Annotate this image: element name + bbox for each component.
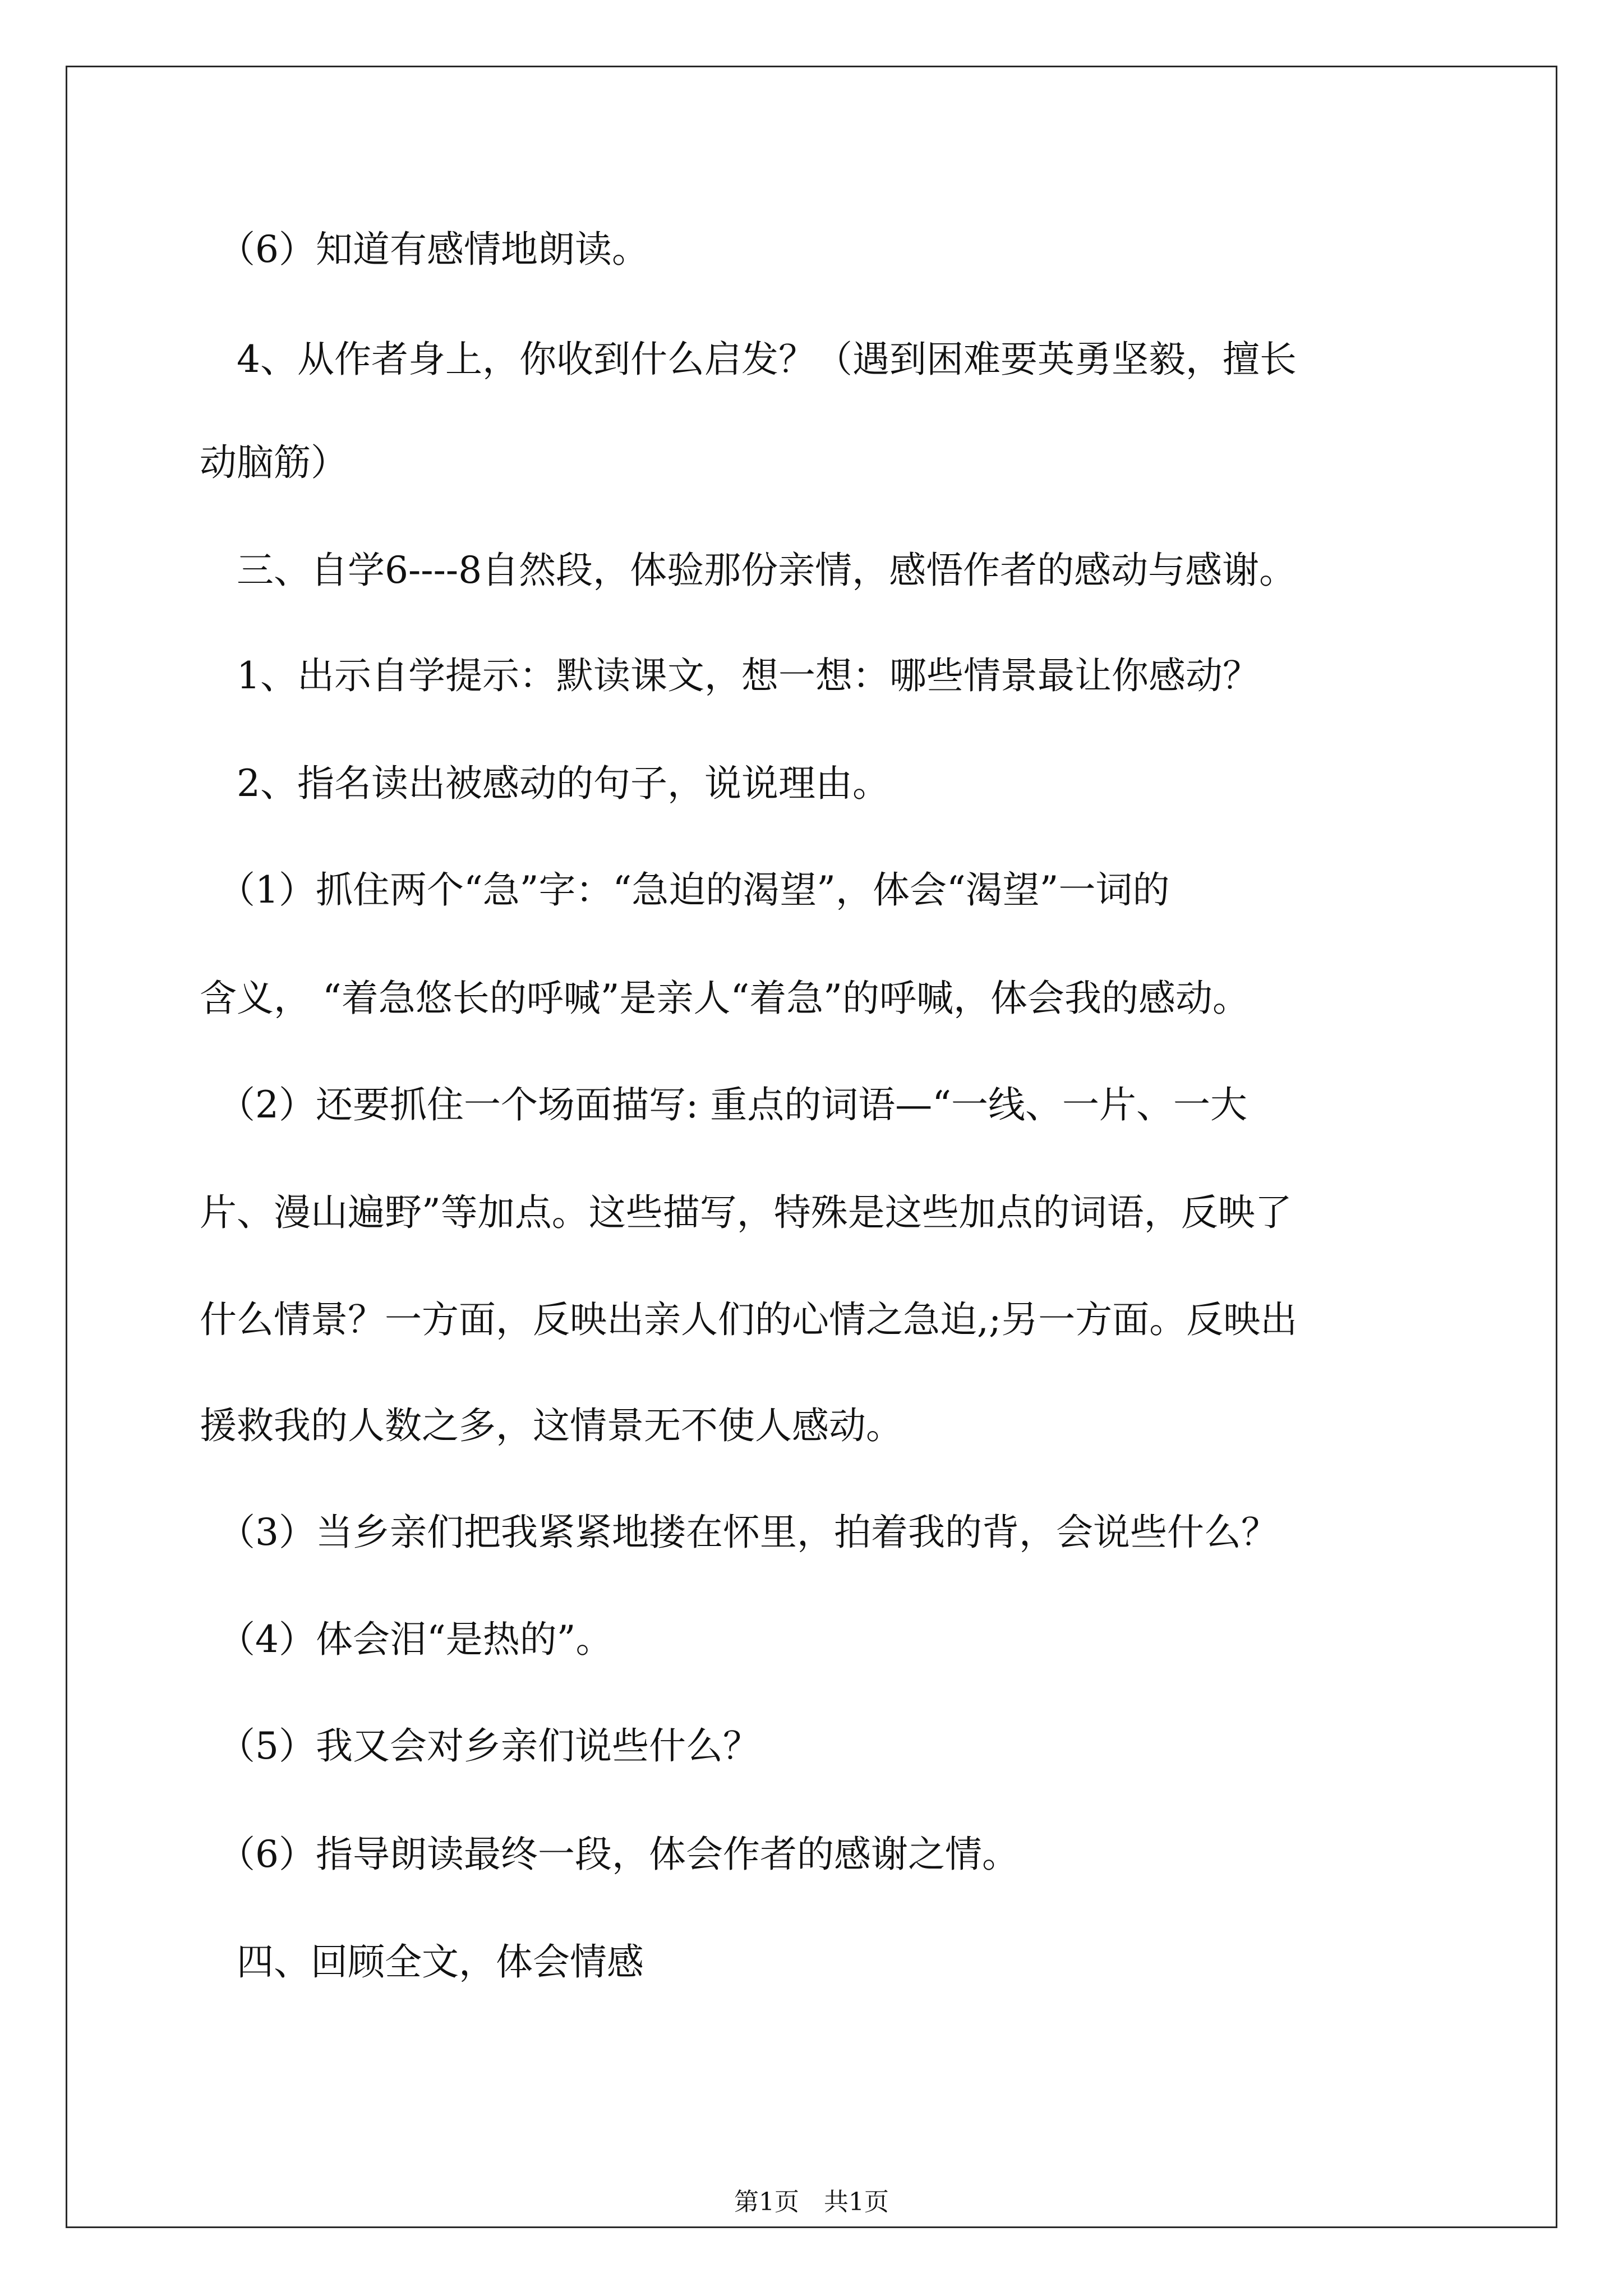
text-line: （5）我又会对乡亲们说些什么？ [200, 1724, 760, 1768]
page-footer: 第1页 共1页 [734, 2188, 889, 2216]
text-line: 什么情景？一方面，反映出亲人们的心情之急迫,;另一方面。反映出 [200, 1298, 1298, 1341]
text-line: 含义， “着急悠长的呼喊”是亲人“着急”的呼喊，体会我的感动。 [200, 977, 1249, 1020]
text-line: 1、出示自学提示：默读课文，想一想：哪些情景最让你感动？ [200, 654, 1260, 697]
text-line: （4）体会泪“是热的”。 [200, 1618, 613, 1661]
text-line: 三、自学6----8自然段，体验那份亲情，感悟作者的感动与感谢。 [200, 549, 1297, 592]
text-line: （1）抓住两个“急”字：“急迫的渴望”，体会“渴望”一词的 [200, 868, 1170, 912]
text-line: （2）还要抓住一个场面描写: 重点的词语—“一线、一片、一大 [200, 1083, 1247, 1126]
text-line: 动脑筋） [200, 441, 348, 484]
text-line: 2、指名读出被感动的句子，说说理由。 [200, 762, 889, 805]
text-line: 4、从作者身上，你收到什么启发？（遇到困难要英勇坚毅，擅长 [200, 338, 1297, 381]
text-line: （6）知道有感情地朗读。 [200, 228, 649, 271]
text-line: 片、漫山遍野”等加点。这些描写，特殊是这些加点的词语，反映了 [200, 1191, 1292, 1234]
text-line: 四、回顾全文，体会情感 [200, 1940, 644, 1984]
text-line: （3）当乡亲们把我紧紧地搂在怀里，拍着我的背，会说些什么？ [200, 1511, 1278, 1554]
text-line: 援救我的人数之多，这情景无不使人感动。 [200, 1404, 903, 1447]
text-line: （6）指导朗读最终一段，体会作者的感谢之情。 [200, 1833, 1019, 1876]
page-border [66, 66, 1557, 2228]
